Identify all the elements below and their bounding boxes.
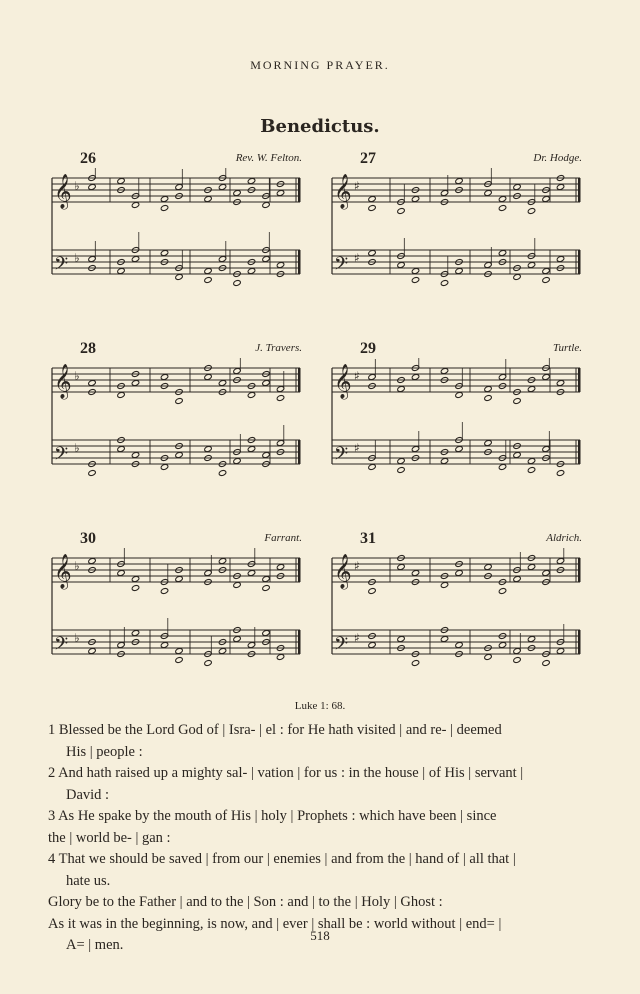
tune-composer: Dr. Hodge. (533, 152, 582, 164)
tune-number: 31 (360, 530, 376, 547)
svg-text:♯: ♯ (354, 179, 360, 193)
tune-composer: Rev. W. Felton. (235, 152, 302, 164)
music-score (50, 548, 310, 688)
tune-composer: Turtle. (552, 342, 582, 354)
svg-text:♭: ♭ (74, 179, 80, 193)
verse-line: David : (66, 786, 110, 803)
tune-number: 27 (360, 150, 376, 167)
tune-composer: J. Travers. (255, 342, 302, 354)
svg-text:𝄞: 𝄞 (54, 174, 72, 209)
running-title: MORNING PRAYER. (250, 58, 390, 72)
verse-line: Glory be to the Father | and to the | Son : and | to the | Holy | Ghost : (48, 894, 443, 910)
scripture-reference: Luke 1: 68. (294, 700, 346, 712)
music-score (50, 168, 310, 308)
svg-text:𝄢: 𝄢 (54, 444, 69, 469)
tune-composer: Farrant. (264, 532, 302, 544)
tune-28 (50, 340, 310, 500)
tune-number: 30 (80, 530, 96, 547)
svg-text:♭: ♭ (74, 631, 80, 645)
verse-line: His | people : (66, 743, 143, 760)
tune-26 (50, 150, 310, 310)
svg-text:♯: ♯ (354, 369, 360, 383)
music-score (50, 358, 310, 498)
page-number: 518 (310, 928, 330, 943)
music-score (330, 358, 590, 498)
svg-text:𝄢: 𝄢 (54, 254, 69, 279)
tune-31 (330, 530, 590, 690)
verse-line: As it was in the beginning, is now, and | ever | shall be : world without | end= | (48, 915, 502, 932)
svg-text:𝄢: 𝄢 (54, 634, 69, 659)
section-title: Benedictus. (260, 116, 380, 137)
svg-text:𝄞: 𝄞 (54, 364, 72, 399)
svg-text:𝄢: 𝄢 (334, 634, 349, 659)
svg-text:♯: ♯ (354, 631, 360, 645)
verse-line: 1 Blessed be the Lord God of | Isra- | el : for He hath visited | and re- | deemed (48, 722, 502, 738)
music-score (330, 168, 590, 308)
verse-line: A= | men. (66, 937, 124, 953)
svg-text:𝄢: 𝄢 (334, 444, 349, 469)
tune-number: 29 (360, 340, 376, 357)
tune-number: 28 (80, 340, 96, 357)
svg-text:𝄢: 𝄢 (334, 254, 349, 279)
svg-text:♯: ♯ (354, 559, 360, 573)
tune-composer: Aldrich. (546, 532, 582, 544)
svg-text:♭: ♭ (74, 251, 80, 265)
tune-30 (50, 530, 310, 690)
verse-line: 4 That we should be saved | from our | enemies | and from the | hand of | all that | (48, 851, 516, 867)
verse-line: 2 And hath raised up a mighty sal- | vation | for us : in the house | of His | servant | (48, 765, 524, 781)
verse-line: hate us. (66, 872, 111, 889)
svg-text:𝄞: 𝄞 (54, 554, 72, 589)
canticle-text (48, 720, 600, 957)
tune-number: 26 (80, 150, 96, 167)
svg-text:𝄞: 𝄞 (334, 174, 352, 209)
svg-text:𝄞: 𝄞 (334, 364, 352, 399)
svg-text:♭: ♭ (74, 559, 80, 573)
verse-line: the | world be- | gan : (48, 829, 171, 846)
tune-29 (330, 340, 590, 500)
tune-27 (330, 150, 590, 310)
svg-text:♭: ♭ (74, 369, 80, 383)
svg-text:♭: ♭ (74, 441, 80, 455)
svg-text:♯: ♯ (354, 251, 360, 265)
verse-line: 3 As He spake by the mouth of His | holy | Prophets : which have been | since (48, 808, 497, 824)
svg-text:♯: ♯ (354, 441, 360, 455)
svg-text:𝄞: 𝄞 (334, 554, 352, 589)
music-score (330, 548, 590, 688)
